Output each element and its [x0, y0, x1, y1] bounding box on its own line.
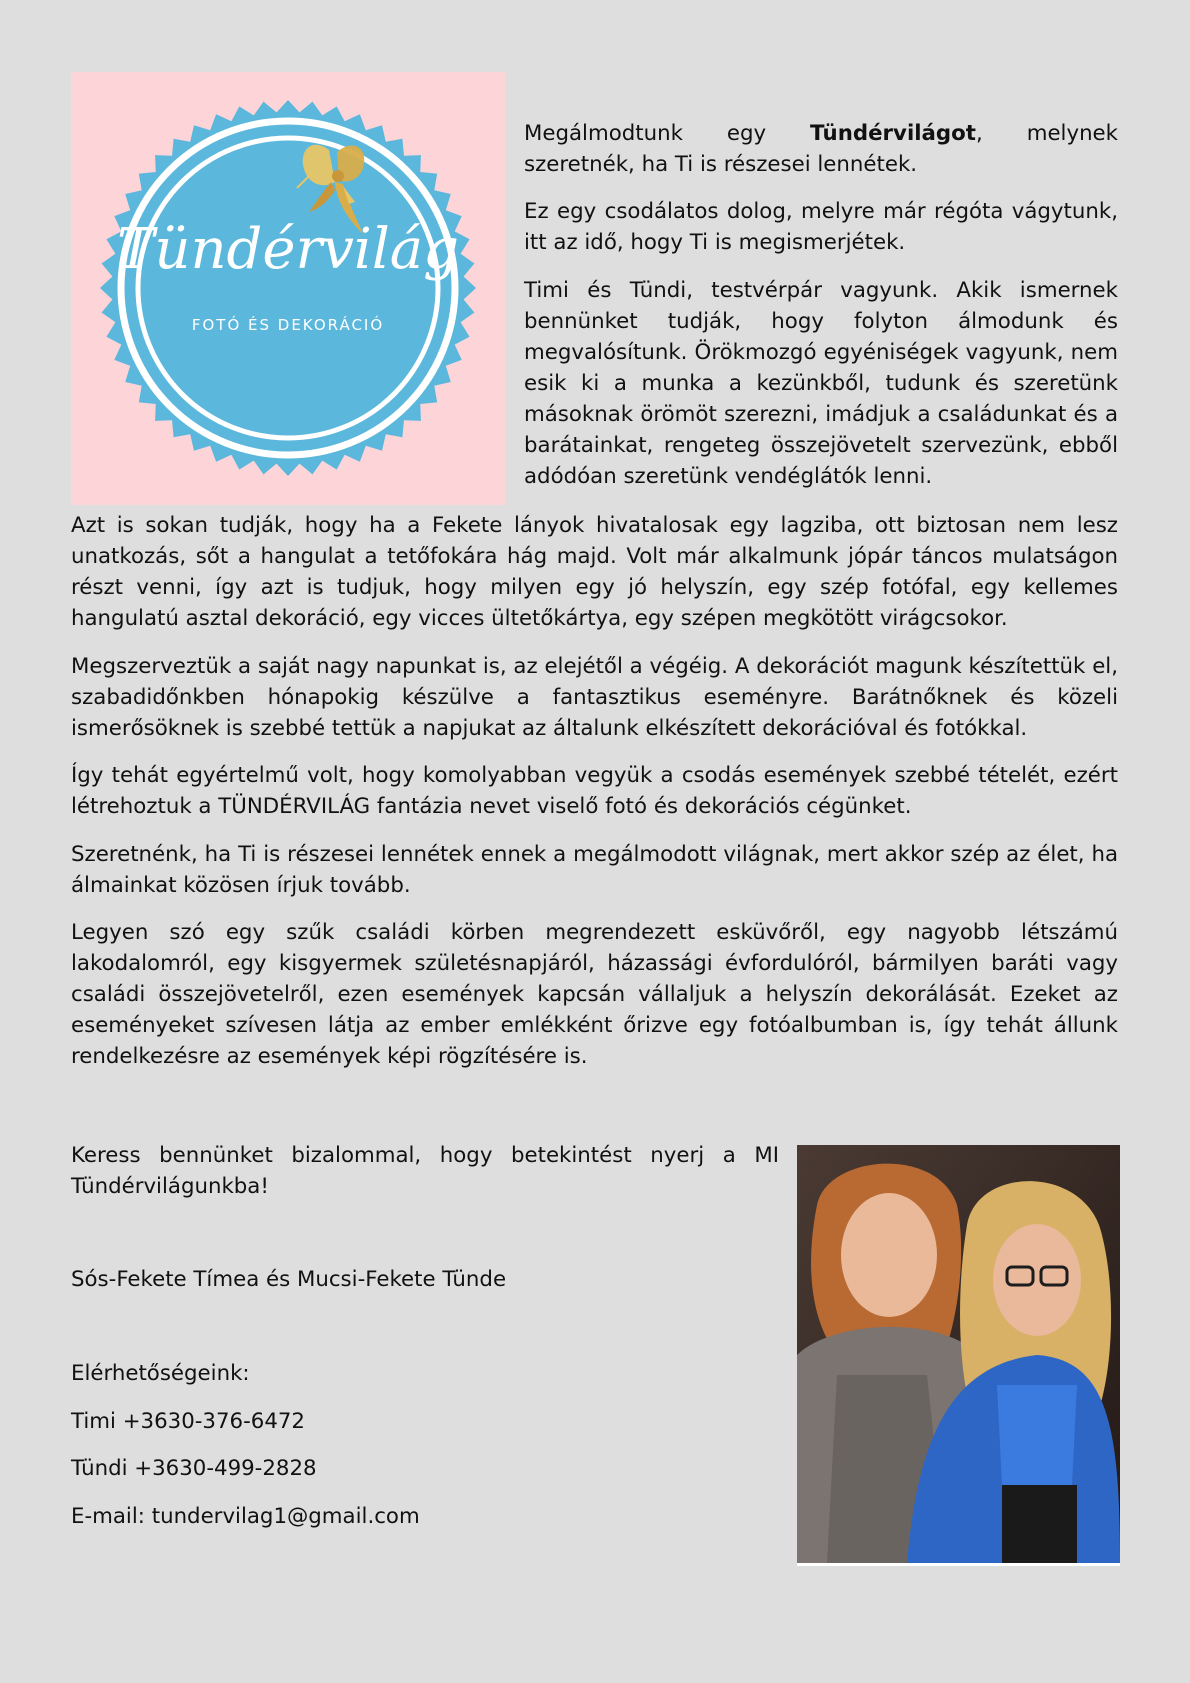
body-paragraph-8: Legyen szó egy szűk családi körben megrendezett esküvőről, egy nagyobb létszámú lakodalomról, egy kisgyermek születésnapjáról, házassági évfordulóról, bármilyen baráti vagy családi összejövetelről, ezen események kapcsán vállaljuk a helyszín dekorálását. Ezeket az eseményeket szívesen látja az ember emlékként őrizve egy fotóalbumban is, így tehát állunk rendelkezésre az események képi rögzítésére is.	[71, 920, 1118, 1069]
intro-paragraph-1: Megálmodtunk egy Tündérvilágot, melynek szeretnék, ha Ti is részesei lennétek.	[524, 121, 1118, 177]
brand-name-bold: Tündérvilágot	[810, 121, 976, 146]
phone-tundi: Tündi +3630-499-2828	[71, 1456, 317, 1481]
body-paragraph-4: Azt is sokan tudják, hogy ha a Fekete lányok hivatalosak egy lagziba, ott biztosan nem lesz unatkozás, sőt a hangulat a tetőfokára hág majd. Volt már alkalmunk jópár táncos mulatságon részt venni, így azt is tudjuk, hogy milyen egy jó helyszín, egy szép fotófal, egy kellemes hangulatú asztal dekoráció, egy vicces ültetőkártya, egy szépen megkötött virágcsokor.	[71, 513, 1118, 631]
logo-tagline: FOTÓ ÉS DEKORÁCIÓ	[191, 316, 385, 334]
invite-text: Keress bennünket bizalommal, hogy betekintést nyerj a MI Tündérvilágunkba!	[71, 1143, 779, 1199]
phone-timi: Timi +3630-376-6472	[71, 1409, 305, 1434]
intro-paragraph-3: Timi és Tündi, testvérpár vagyunk. Akik ismernek bennünket tudják, hogy folyton álmodunk és megvalósítunk. Örökmozgó egyéniségek vagyunk, nem esik ki a munka a kezünkből, tudunk és szeretünk másoknak örömöt szerezni, imádjuk a családunkat és a barátainkat, rengeteg összejövetelt szervezünk, ebből adódóan szeretünk vendéglátók lenni.	[524, 278, 1118, 489]
intro-paragraph-2: Ez egy csodálatos dolog, melyre már régóta vágytunk, itt az idő, hogy Ti is megismerjétek.	[524, 199, 1118, 255]
logo-script-name: Tündérvilág	[117, 217, 459, 282]
body-paragraph-7: Szeretnénk, ha Ti is részesei lennétek ennek a megálmodott világnak, mert akkor szép az élet, ha álmainkat közösen írjuk tovább.	[71, 842, 1118, 898]
two-sisters-photo	[797, 1145, 1120, 1566]
logo-badge	[71, 72, 505, 505]
body-paragraph-6: Így tehát egyértelmű volt, hogy komolyabban vegyük a csodás események szebbé tételét, ezért létrehoztuk a TÜNDÉRVILÁG fantázia nevet viselő fotó és dekorációs cégünket.	[71, 763, 1118, 819]
body-paragraph-5: Megszerveztük a saját nagy napunkat is, az elejétől a végéig. A dekorációt magunk készítettük el, szabadidőnkben hónapokig készülve a fantasztikus eseményre. Barátnőknek és közeli ismerősöknek is szebbé tettük a napjukat az általunk elkészített dekorációval és fotókkal.	[71, 654, 1118, 741]
badge-scallop	[100, 100, 476, 476]
email-address: E-mail: tundervilag1@gmail.com	[71, 1504, 420, 1529]
signature: Sós-Fekete Tímea és Mucsi-Fekete Tünde	[71, 1267, 507, 1292]
logo	[71, 72, 505, 505]
contacts-heading: Elérhetőségeink:	[71, 1361, 250, 1386]
